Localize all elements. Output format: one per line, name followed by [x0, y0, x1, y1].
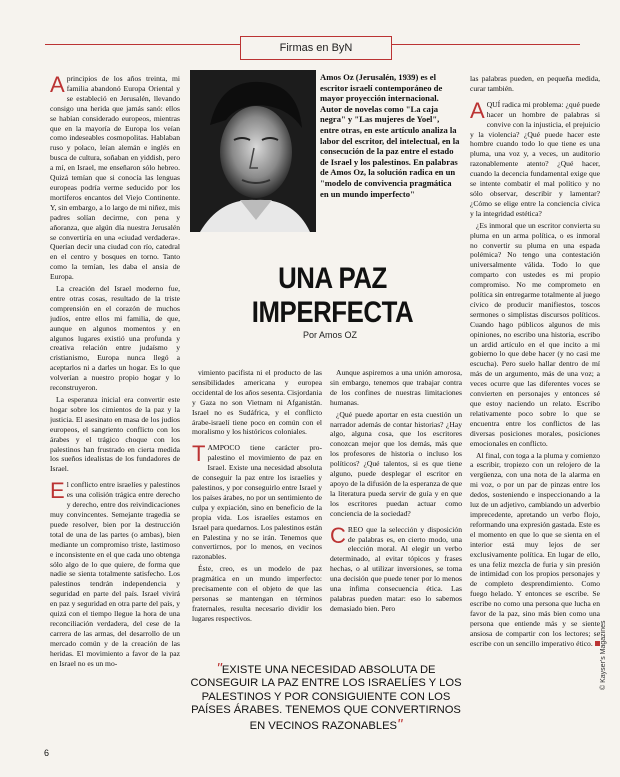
page-number: 6: [44, 748, 50, 758]
drop-cap: A: [470, 97, 485, 123]
section-label: Firmas en ByN: [240, 36, 392, 60]
paragraph: La esperanza inicial era convertir este hogar sobre los cimientos de la paz y la justicia. El asesinato en masa de los judíos europeos, el sangriento conflicto con los árabes y el trágico choque con los palestinos han frustrado en cierta medida los sueños idealistas de los fundadores de Israel.: [50, 395, 180, 474]
article-byline: Por Amos OZ: [302, 330, 357, 340]
paragraph: ¿Es inmoral que un escritor convierta su pluma en un arma política, o es inmoral no convertir su pluma en una espada polémica? No tengo una contestación universalmente válida. Todo lo que comparto con ustedes es mi propio compromiso. No me comprometo en política sin entregarme totalmente al juego cívico de producir manifiestos, toscos sermones o simplistas discursos políticos. Cuando hago públicos algunos de mis opiniones, no escribo una historia, escribo un ardid artículo en el que incito a mi gobierno lo que debe hacer (y no casi me escucha). Pero suelo hallar dentro de mí más de un argumento, más de una voz; a veces ocurre que las diferentes voces se convierten en personajes y entonces sé que estoy naciendo un relato. Escribo relativamente poco sobre lo que se encuentra entre los conflictos de las diversas posiciones morales, posiciones emocionales en conflicto.: [470, 220, 600, 448]
column-1: [50, 74, 180, 744]
drop-cap: A: [50, 74, 65, 97]
pull-quote-text: EXISTE UNA NECESIDAD ABSOLUTA DE CONSEGUIR LA PAZ ENTRE LOS ISRAELÍES Y LOS PALESTINOS Y POR CONSIGUIENTE CON LOS PAÍSES ÁRABES. TENEMOS QUE CONVERTIRNOS EN VECINOS RAZONABLES: [190, 664, 462, 732]
paragraph: Al final, con toga a la pluma y comienzo a escribir, tropiezo con un relojero de la vergüenza, con una nota de la alarma en mi voz, o por un par de pinzas entre los dedos, sosteniendo e inspeccionando a la luz de un adjetivo, cambiando un adverbio imprecedente, apretando un verbo flojo, reformando una expresión gastada. Este es el momento en que lo que se sienta en el interior está muy lejos de ser exclusivamente política. En lugar de ello, es una feliz mezcla de furia y sin presión de intimidad con los propios personajes y de completo desprendimiento. Como fuego helado. Y entonces se escribe. Se escribe no como una persona que lucha en favor de la paz, sino más bien como una persona que entiende más y se siente ansiosa de compartir con los lectores; se escribe con un sencillo imperativo ético.: [470, 450, 600, 648]
paragraph: AMPOCO tiene carácter pro-palestino el movimiento de paz en Israel. Existe una necesidad absoluta de conseguir la paz entre los israelíes y palestinos, y por conseguirlo entre Israel y los países árabes, no por un sentimiento de culpa y expiación, sino en beneficio de la propia vida. Los israelíes estamos en Israel para quedarnos. Los palestinos están en Palestina y no se irán. Tenemos que convertirnos, por lo menos, en vecinos razonables.: [192, 443, 322, 562]
paragraph: La creación del Israel moderno fue, entre otras cosas, resultado de la triste comprensión en el corazón de muchos judíos, entre ellos mi familia, de que, aunque en algunos momentos y en algunos lugares existió una profunda y creativa relación entre judaísmo y cristianismo, Europa nunca llegó a aceptarlos ni a darles un hogar. Es lo que volverían a nuestro propio hogar y lo reconstruyeron.: [50, 284, 180, 393]
end-mark-icon: [595, 641, 600, 646]
drop-cap: T: [192, 441, 206, 467]
quote-open-mark: ": [216, 660, 222, 677]
paragraph: vimiento pacifista ni el producto de las sensibilidades americana y europea occidental de los años sesenta. Cisjordania y Gaza no son Vietnam ni Afganistán. Israel no es Sudáfrica, y el conflicto árabe-israelí tiene poco en común con el moralismo y los históricos coloniales.: [192, 368, 322, 437]
column-2: [192, 368, 322, 658]
article-deck: Amos Oz (Jerusalén, 1939) es el escritor israelí contemporáneo de mayor proyección internacional. Autor de novelas como "La caja negra" y "Las mujeres de Yoel", entre otras, en este artículo analiza la labor del escritor, del intelectual, en la consecución de la paz entre el estado de Israel y los palestinos. En palabras de Amos Oz, la solución radica en un "modelo de convivencia pragmática en un mundo imperfecto": [320, 72, 460, 199]
paragraph: Aunque aspiremos a una unión amorosa, sin embargo, tenemos que trabajar contra de los confines de nuestras limitaciones humanas.: [330, 368, 462, 407]
photo-credit: © Kayser's Magazines: [600, 620, 607, 690]
paragraph: Éste, creo, es un modelo de paz pragmática en un mundo imperfecto: precisamente con el objeto de que las personas se mantengan en términos fraternales, resulta necesario dividir los lugares respectivos.: [192, 564, 322, 623]
paragraph: QUÍ radica mi problema: ¿qué puede hacer un hombre de palabras si convive con la injusticia, el prejuicio y la violencia? ¿Qué puede hacer este hombre cuando todo lo que tiene es una pluma, una voz y, a veces, un auditorio razonablemente atento? ¿Qué hacer, cuando la decencia fundamental exige que se intente combatir el mal político y no sólo observar, describir y lamentar? ¿Cómo se elige entre la conciencia cívica y la integridad estética?: [470, 99, 600, 218]
author-photo: [190, 70, 316, 232]
paragraph: ¿Qué puede aportar en esta cuestión un narrador además de contar historias? ¿Hay algo, alguna cosa, que los escritores conozcan mejor que los demás, más que los profesores de historia o incluso los políticos? ¿Qué talentos, si es que tiene alguno, puede desplegar el escritor en apoyo de la difusión de la esperanza de que la literatura pueda servir de guía y en que los escritores puedan actuar como conciencia de la sociedad?: [330, 409, 462, 518]
quote-close-mark: ": [397, 715, 403, 733]
paragraph: las palabras pueden, en pequeña medida, curar también.: [470, 74, 600, 93]
article-headline: UNA PAZ IMPERFECTA: [251, 262, 414, 329]
paragraph: l conflicto entre israelíes y palestinos es una colisión trágica entre derecho y derecho, entre dos reivindicaciones muy convincentes. Semejante tragedia se puede resolver, bien por la destrucción total de una de las partes (o ambas), bien mediante un compromiso triste, lastimoso e inconsistente en el que cada uno obtenga sólo algo de lo que quiere, de forma que nadie se sienta totalmente satisfecho. Los palestinos tendrán independencia y seguridad en parte del país. Israel vivirá en paz y seguridad en otra parte del país, y quizá con el tiempo llegue la hora de una reconciliación verdadera, del cese de la carrera de las armas, del desarrollo de un mercado común y de la creación de las heridas. El movimiento a favor de la paz en Israel no es un mo-: [50, 480, 180, 668]
paragraph: REO que la selección y disposición de palabras es, en cierto modo, una elección moral. Al elegir un verbo determinado, al evitar tópicos y frases hechas, o al utilizar inversiones, se toma una decisión que puede tener por lo menos una ínfima consecuencia ética. Las palabras pueden matar: eso lo sabemos demasiado bien. Pero: [330, 524, 462, 613]
pull-quote: [190, 662, 462, 733]
column-4: [470, 74, 600, 746]
drop-cap: E: [50, 478, 65, 504]
paragraph: principios de los años treinta, mi familia abandonó Europa Oriental y se estableció en Jerusalén, llevando consigo una herida que jamás sanó: ellos se habían considerado europeos, mientras que en la mayoría de Europa los veían como indeseables cosmopolitas. Hablaban ruso y polaco, leían alemán e inglés en busca de cultura, soñaban en yiddish, pero a mí, en Israel, me enseñaron sólo hebreo. Quizá temían que si conocía las lenguas europeas podría verme seducido por los mortíferos encantos del Viejo Continente. Y, sin embargo, a lo largo de mi niñez, mis padres solían decirme, con pena y añoranza, que algún día nuestra Jerusalén se convertiría en una «ciudad verdadera». Querían decir una ciudad con río, catedral en el centro y bosques en torno. Tanto como la temían, les daba el ansia de Europa.: [50, 74, 180, 282]
drop-cap: C: [330, 522, 346, 548]
column-3: [330, 368, 462, 658]
